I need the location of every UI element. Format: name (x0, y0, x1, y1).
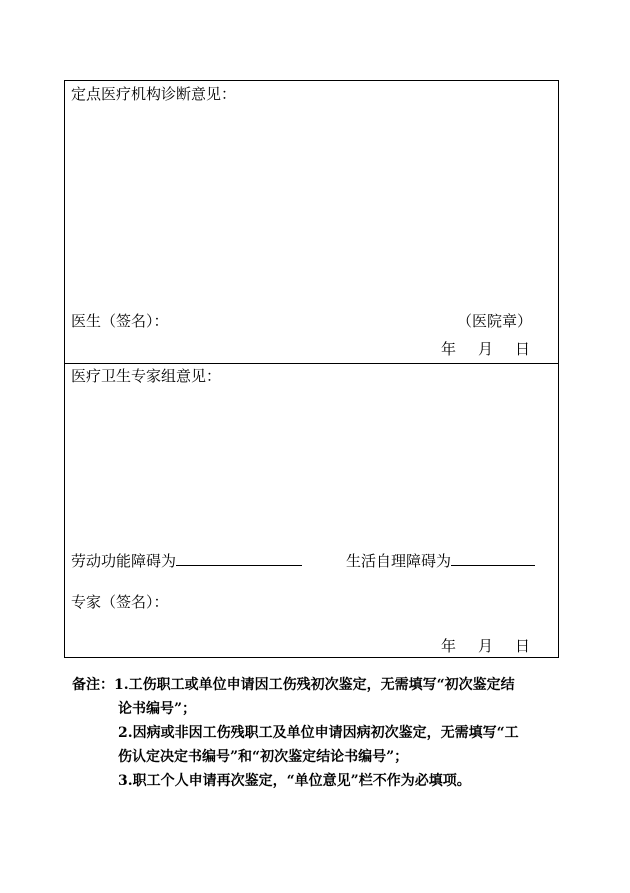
clinic-date-line (441, 340, 530, 358)
remark-2-line-2: 伤认定决定书编号”和“初次鉴定结论书编号”； (118, 749, 409, 765)
date-year-label: 年 (441, 637, 457, 655)
remark-2-line-1: 2.因病或非因工伤残职工及单位申请因病初次鉴定，无需填写“工 (118, 725, 519, 741)
doctor-signature-label: 医生（签名）： (71, 312, 169, 330)
self-care-disability-label: 生活自理障碍为 (346, 552, 452, 570)
appraisal-form-table (64, 80, 559, 658)
remark-item-2 (72, 721, 562, 745)
hospital-stamp-label: （医院章） (457, 312, 533, 330)
date-year-label: 年 (441, 340, 457, 358)
expert-opinion-section (65, 364, 558, 657)
remark-item-1 (72, 673, 562, 697)
expert-signature-label: 专家（签名）： (71, 593, 169, 611)
self-care-disability-blank[interactable] (451, 550, 535, 566)
date-day-label: 日 (515, 637, 531, 655)
remark-item-1-cont (72, 697, 562, 721)
remark-3-line-1: 3.职工个人申请再次鉴定，“单位意见”栏不作为必填项。 (118, 773, 471, 789)
expert-date-line (441, 637, 530, 655)
remarks-prefix: 备注： (72, 677, 114, 693)
self-care-disability-line (346, 550, 535, 570)
labor-disability-label: 劳动功能障碍为 (71, 552, 177, 570)
expert-opinion-title: 医疗卫生专家组意见： (71, 367, 222, 385)
remark-1-line-2: 论书编号”； (118, 701, 197, 717)
remark-item-3 (72, 769, 562, 793)
date-month-label: 月 (478, 340, 494, 358)
remark-item-2-cont (72, 745, 562, 769)
remarks-block (72, 673, 562, 793)
clinic-opinion-section (65, 81, 558, 364)
labor-disability-blank[interactable] (176, 550, 302, 566)
date-day-label: 日 (515, 340, 531, 358)
labor-disability-line (71, 550, 302, 570)
date-month-label: 月 (478, 637, 494, 655)
clinic-opinion-title: 定点医疗机构诊断意见： (71, 85, 237, 103)
remark-1-line-1: 1.工伤职工或单位申请因工伤残初次鉴定，无需填写“初次鉴定结 (114, 677, 515, 693)
